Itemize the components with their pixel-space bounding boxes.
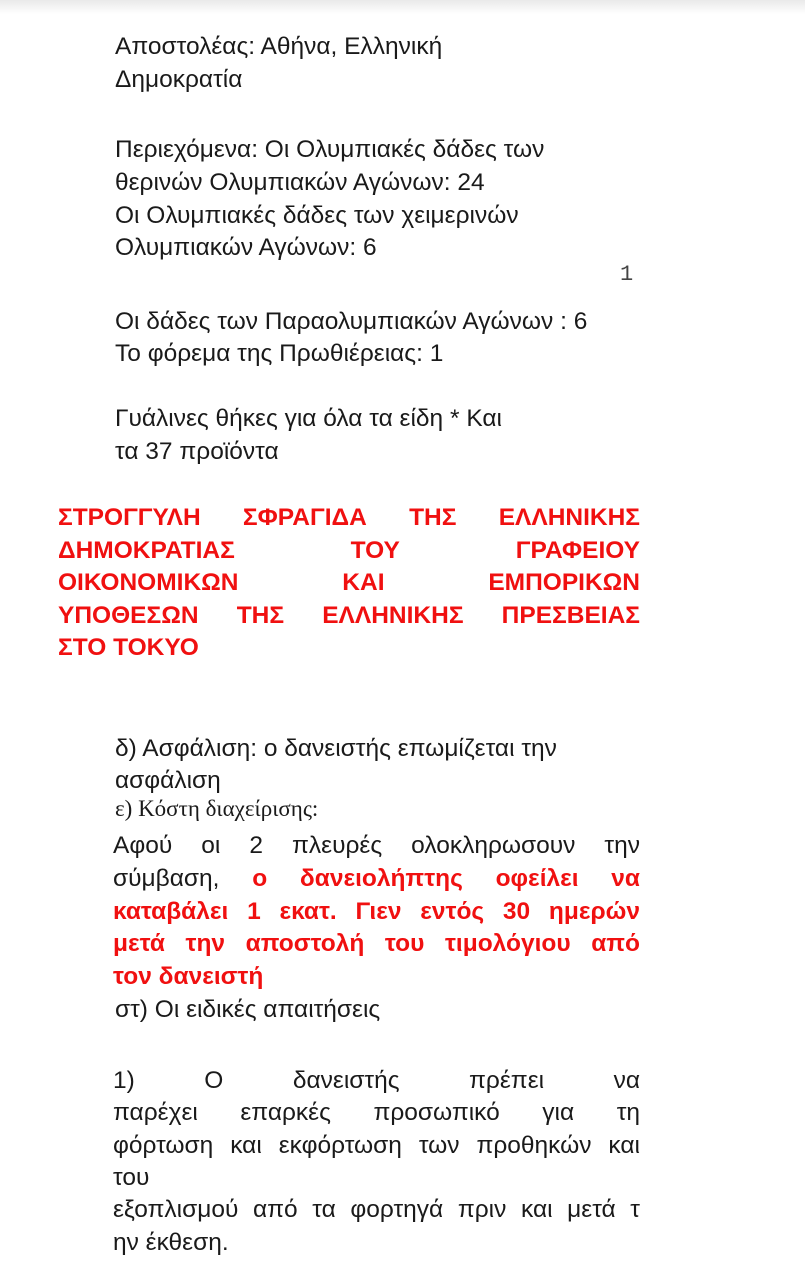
- seal-line: ΣΤΡΟΓΓΥΛΗ ΣΦΡΑΓΙΔΑ ΤΗΣ ΕΛΛΗΝΙΚΗΣ: [58, 504, 640, 531]
- costs-text: σύμβαση,: [113, 865, 253, 892]
- costs-red-text: ο δανειολήπτης οφείλει να: [252, 865, 640, 892]
- contents-line: Ολυμπιακών Αγώνων: 6: [115, 234, 377, 261]
- costs-red-line: καταβάλει 1 εκατ. Γιεν εντός 30 ημερών: [113, 898, 640, 925]
- contents-line: Οι Ολυμπιακές δάδες των χειμερινών: [115, 202, 519, 229]
- requirement-line: 1) Ο δανειστής πρέπει να: [113, 1067, 640, 1094]
- requirement-line: ην έκθεση.: [113, 1229, 229, 1256]
- paralympic-line: Οι δάδες των Παραολυμπιακών Αγώνων : 6: [115, 308, 588, 335]
- requirement-line: φόρτωση και εκφόρτωση των προθηκών και: [113, 1132, 640, 1159]
- requirement-line: εξοπλισμού από τα φορτηγά πριν και μετά τ: [113, 1196, 640, 1223]
- costs-red-line: μετά την αποστολή του τιμολόγιου από: [113, 930, 640, 957]
- top-edge-shadow: [0, 0, 805, 14]
- insurance-line: ασφάλιση: [115, 767, 221, 794]
- seal-line: ΥΠΟΘΕΣΩΝ ΤΗΣ ΕΛΛΗΝΙΚΗΣ ΠΡΕΣΒΕΙΑΣ: [58, 602, 640, 629]
- glass-cases-line: Γυάλινες θήκες για όλα τα είδη * Και: [115, 405, 502, 432]
- requirement-line: παρέχει επαρκές προσωπικό για τη: [113, 1099, 640, 1126]
- requirement-line: του: [113, 1164, 150, 1191]
- glass-cases-line: τα 37 προϊόντα: [115, 438, 279, 465]
- seal-line: ΟΙΚΟΝΟΜΙΚΩΝ ΚΑΙ ΕΜΠΟΡΙΚΩΝ: [58, 569, 640, 596]
- seal-line: ΔΗΜΟΚΡΑΤΙΑΣ ΤΟΥ ΓΡΑΦΕΙΟΥ: [58, 537, 640, 564]
- costs-line: [113, 862, 640, 895]
- page-number: 1: [620, 262, 634, 287]
- special-requirements-heading: στ) Οι ειδικές απαιτήσεις: [115, 996, 381, 1023]
- sender-line: Αποστολέας: Αθήνα, Ελληνική: [115, 33, 443, 60]
- contents-line: θερινών Ολυμπιακών Αγώνων: 24: [115, 169, 485, 196]
- contents-line: Περιεχόμενα: Οι Ολυμπιακές δάδες των: [115, 136, 545, 163]
- costs-line: Αφού οι 2 πλευρές ολοκληρωσουν την: [113, 832, 640, 859]
- sender-line: Δημοκρατία: [115, 66, 243, 93]
- costs-heading: ε) Κόστη διαχείρισης:: [115, 796, 319, 821]
- dress-line: Το φόρεμα της Πρωθιέρειας: 1: [115, 340, 444, 367]
- costs-red-line: τον δανειστή: [113, 963, 264, 990]
- seal-line: ΣΤΟ ΤΟΚΥΟ: [58, 634, 199, 661]
- insurance-line: δ) Ασφάλιση: ο δανειστής επωμίζεται την: [115, 735, 557, 762]
